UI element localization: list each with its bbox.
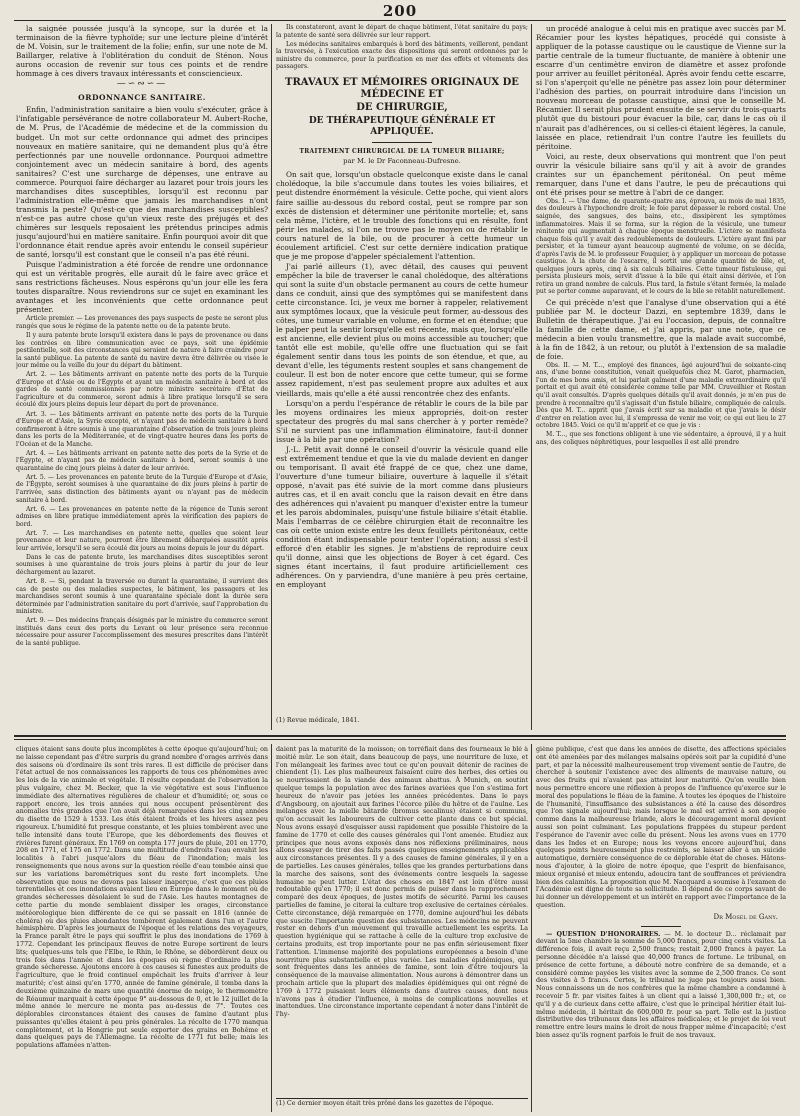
paragraph: giène publique, c'est que dans les années de disette, des affections spéciales ont été amenées par des mélanges malsains opérés soit par la cupidité d'une part, et par la nécessité malheureusement trop vivement sentie de l'autre, de chercher à soutenir l'existence avec des aliments de mauvaise nature, ou avec des fruits qui n'avaient pas atteint leur maturité. Qu'on veuille bien nous permettre encore une réflexion à propos de l'influence qu'exerce sur le moral des populations le fléau de la famine. À toutes les époques de l'histoire de l'humanité, l'insuffisance des subsistances a été la cause des désordres que l'on signale aujourd'hui; mais lorsque le mal est arrivé à son apogée comme dans la malheureuse Irlande, alors le découragement moral devient aussi son point culminant. Les populations frappées du stupeur perdent l'espérance de l'avenir avec celle du présent. Nous les avons vues en 1770 dans les Indes et en Europe; nous les voyons encore aujourd'hui, dans quelques points heureusement plus restreints, se laisser aller à un suicide automatique, dernière conséquence de ce déplorable état de choses. Hâtons-nous d'ajouter, à la gloire de notre époque, que l'esprit de bienfaisance, mieux organisé et mieux entendu, adoucira tant de souffrances et préviendra bien des calamités. La proposition que M. Nacquard a soumise à l'examen de l'Académie est digne de toute sa sollicitude. Il dépend de ce corps savant de lui donner un développement et un intérêt en rapport avec l'importance de la question. xyxy=(536,746,786,909)
observation: Obs. I. — Une dame, de quarante-quatre ans, éprouva, au mois de mai 1835, des douleurs à l'hypochondre droit; le foie parut dépasser le rebord costal. Une saignée, des sangsues, des bains, etc., dissipèrent les symptômes inflammatoires. Mais il se forma, sur la région de la vésicule, une tumeur rénitente qui augmentait à chaque époque menstruelle. L'ictère se manifesta chaque fois qu'il y avait des redoublements de douleurs. L'ictère ayant fini par persister, et la tumeur ayant beaucoup augmenté de volume, on se décida, d'après l'avis de M. le professeur Fouquier, à y appliquer un morceau de potasse caustique. À la chute de l'escarre, il sortit une grande quantité de bile, et, quelques jours après, cinq à six calculs biliaires. Cette tumeur fistuleuse, qui persista plusieurs mois, servit d'issue à la bile qui était ainsi dérivée, et l'on retira un grand nombre de calculs. Plus tard, la fistule s'étant fermée, la malade put se porter comme auparavant, et le cours de la bile se rétablit naturellement. xyxy=(536,197,786,296)
paragraph: daient pas la maturité de la moisson; on torréfiait dans des fourneaux le blé à moitié mûr. Le son était, dans beaucoup de pays, une nourriture de luxe, et l'on mélangeait les farines avec tout ce qu'on pouvait détenir de racines de chiendent (1). Les plus malheureux faisaient cuire des herbes, des orties ou se nourrissaient de la viande des animaux abattus. À Munich, on soutint quelque temps la population avec des farines avariées que l'on s'estima fort heureux de n'avoir pas jetées les années précédentes. Dans le pays d'Angsbourg, on ajoutait aux farines l'écorce pilée du hêtre et de l'aulne. Les mélanges avec la mielle bâtarde (bromus secalinus) étaient si communs, qu'on accusait les laboureurs de cultiver cette plante dans ce but spécial. Nous avons essayé d'esquisser aussi rapidement que possible l'histoire de la famine de 1770 et celle des causes générales qui l'ont amenée. Etudiez aux principes que nous avons exposés dans nos réflexions préliminaires, nous allons essayer de tirer des faits passés quelques enseignements applicables aux circonstances présentes. Il y a des causes de famine générales, il y en a de partielles. Les causes générales, telles que les grandes perturbations dans la marche des saisons, sont des événements contre lesquels la sagesse humaine ne peut lutter. L'état des choses en 1847 est loin d'être aussi redoutable qu'en 1770; il est donc permis de puiser dans le rapprochement comparé des deux époques, de justes motifs de sécurité. Parmi les causes partielles de famine, je citerai la culture trop exclusive de certaines céréales. Cette circonstance, déjà remarquée en 1770, domine aujourd'hui les débats que suscite l'importante question des subsistances. Les médecins ne peuvent rester en dehors d'un mouvement qui travaille actuellement les esprits. La question hygiénique qui se rattache à celle de la culture trop exclusive de certains produits, est trop importante pour ne pas enfin sérieusement fixer l'attention. L'immense majorité des populations européennes a besoin d'une nourriture plus substantielle et plus variée. Les maladies épidémiques, qui sont fréquentes dans les années de famine, sont loin d'être toujours la conséquence de la mauvaise alimentation. Nous aurons à démontrer dans un prochain article que la plupart des maladies épidémiques qui ont régné de 1769 à 1772 puisaient leurs éléments dans d'autres causes, dont nous n'avons pas à étudier l'influence, à moins de complications nouvelles et inattendues. Une circonstance importante cependant à noter dans l'intérêt de l'hy- xyxy=(276,746,528,1019)
column-divider xyxy=(271,24,272,730)
article: Article premier. — Les provenances des pays suspects de peste ne seront plus rangés que sous le régime de la patente nette ou de la patente brute. xyxy=(16,315,268,330)
article: Art. 3. — Les bâtiments arrivant en patente nette des ports de la Turquie d'Europe et d'Asie, la Syrie excepté, et n'ayant pas de médecin sanitaire à bord confirmeront à être soumis à une quarantaine d'observation de trois jours pleins dans les ports de la Méditerranée, et de vingt-quatre heures dans les ports de l'Océan et de la Manche. xyxy=(16,410,268,448)
ordinance-continuation xyxy=(276,24,528,71)
article-byline: par M. le Dr Faconneau-Dufresne. xyxy=(343,157,461,166)
footnote: (1) Ce dernier moyen était très prôné dans les gazettes de l'époque. xyxy=(276,1098,528,1108)
paragraph: Ce qui précède n'est que l'analyse d'une observation qui a été publiée par M. le docteur Dazzi, en septembre 1839, dans le Bulletin de thérapeutique. J'ai eu l'occasion, depuis, de connaître la famille de cette dame, et j'ai appris, par une note, que ce médecin a bien voulu transmettre, que la malade avait succombé, à la fin de 1842, à un retour, ou plutôt à l'extension de sa maladie de foie. xyxy=(536,297,786,361)
article: Dans le cas de patente brute, les marchandises dites susceptibles seront soumises à une quarantaine de trois jours pleins à partir du jour de leur déchargement au lazaret. xyxy=(16,553,268,576)
paragraph: un procédé analogue à celui mis en pratique avec succès par M. Récamier pour les kystes hépatiques, procédé qui consiste à appliquer de la potasse caustique ou le caustique de Vienne sur la partie centrale de la tumeur fluctuante, de manière à obtenir une escarre d'un centimètre environ de diamètre et assez profonde pour arriver au feuillet péritonéal. Après avoir fendu cette escarre, si l'on s'aperçoit qu'elle ne pénètre pas assez loin pour déterminer l'adhésion des parties, on pourrait introduire dans l'incision un nouveau morceau de potasse caustique, ainsi que le conseille M. Récamier. Il serait plus prudent ensuite de se servir du trois-quarts plutôt que du bistouri pour évacuer la bile, car, dans le cas où il n'aurait pas d'adhérences, ou si celles-ci étaient légères, la canule, laissée en place, retiendrait l'un contre l'autre les feuillets du péritoine. xyxy=(536,24,786,151)
article: Art. 6. — Les provenances en patente nette de la régence de Tunis seront admises en libre pratique immédiatement après la vérification des papiers de bord. xyxy=(16,505,268,528)
intro-paragraph: la saignée poussée jusqu'à la syncope, sur la durée et la terminaison de la fièvre typhoïde; sur une lecture pleine d'intérêt de M. Voisin, sur le traitement de la folie; enfin, sur une note de M. Baillarger, relative à l'oblitération du conduit de Sténon. Nous aurons occasion de revenir sur tous ces points et de rendre hommage à ces divers travaux intéressants et consciencieux. xyxy=(16,24,268,79)
column-1 xyxy=(16,24,268,728)
ordinance-articles xyxy=(16,315,268,647)
title-line: DE CHIRURGIE, xyxy=(356,101,448,113)
column-divider xyxy=(271,744,272,1112)
section-title-travaux xyxy=(276,77,528,115)
bottom-column-3 xyxy=(536,746,786,1112)
divider xyxy=(641,926,681,927)
question-text: — M. le docteur D... réclamait par devant la 5me chambre la somme de 5,000 francs, pour cinq cents visites. La différence fois, il avait reçu 2,500 francs; restait 2,000 francs à payer. La personne décédée n'a laissé que 40,000 francs de fortune. Le tribunal, en présence de cette fortune, a débouté notre confrère de sa demande, et a considéré comme payées les visites avec la somme de 2,500 francs. Ce sont des visites à 5 francs. Certes, le tribunal ne juge pas toujours aussi bien. Nous connaissons un de nos confrères que la même chambre a condamné à recevoir 5 fr. par visites faites à un client qui a laissé 1,300,000 fr.; et, ce qu'il y a de curieux dans cette affaire, c'est que le principal héritier était lui-même médecin, il héritait de 600,000 fr. pour sa part. Telle est la justice distributive des tribunaux dans les affaires médicales; et le projet de loi veut remettre entre leurs mains le droit de nous frapper même d'incapacité; c'est bien assez qu'ils rognent parfois le fruit de nos travaux. xyxy=(536,930,786,1039)
observation: Obs. II. — M. T..., employé des finances, âgé aujourd'hui de soixante-cinq ans, d'une bonne constitution, venait quelquefois chez M. Garot, pharmacien, l'un de mes bons amis, et lui parlait gaîment d'une maladie extraordinaire qu'il portait et qui avait été considérée comme telle par MM. Cruveilhier et Rostan qu'il avait consultés. D'après quelques détails qu'il avait donnés, je m'en pus de prendre à reconnaître qu'il s'agissait d'un fistule biliaire, compliquée de calculs. Dès que M. T... apprit que j'avais écrit sur sa maladie et que j'avais le désir d'entrer en relation avec lui, il s'empressa de venir me voir, ce qui eut lieu le 27 octobre 1845. Voici ce qu'il m'apprit et ce que je vis : xyxy=(536,361,786,430)
ornament-divider: —∽∾∽— xyxy=(116,79,168,90)
article: Art. 5. — Les provenances en patente brute de la Turquie d'Europe et d'Asie, de l'Égypte, seront soumises à une quarantaine de dix jours pleins à partir de l'arrivée, sans distinction des bâtiments ayant ou n'ayant pas de médecin sanitaire à bord. xyxy=(16,473,268,504)
paragraph: Voici, au reste, deux observations qui montrent que l'on peut ouvrir la vésicule biliaire sans qu'il y ait à avoir de grandes craintes sur un épanchement péritonéal. On peut même remarquer, dans l'une et dans l'autre, le peu de précautions qui ont été prises pour se mettre à l'abri de ce danger. xyxy=(536,151,786,197)
footnote: (1) Revue médicale, 1841. xyxy=(276,717,360,724)
column-divider xyxy=(531,744,532,1112)
paragraph xyxy=(536,931,786,1040)
article: Art. 2. — Les bâtiments arrivant en patente nette des ports de la Turquie d'Europe et d'Asie ou de l'Égypte et ayant un médecin sanitaire à bord et des gardes de santé commissionnés par notre ministre secrétaire d'État de l'agriculture et du commerce, seront admis à libre pratique lorsqu'il se sera écoulé dix jours pleins depuis leur départ du port de provenance. xyxy=(16,371,268,409)
section-rule-thin xyxy=(14,739,786,740)
bottom-column-2 xyxy=(276,746,528,1094)
article-title: TRAITEMENT CHIRURGICAL DE LA TUMEUR BILIAIRE; xyxy=(299,148,505,156)
signature: Dr Mosel de Gany. xyxy=(713,912,778,921)
article: Art. 9. — Des médecins français désignés par le ministre du commerce seront institués dans ceux des ports du Levant où leur présence sera reconnue nécessaire pour assurer l'accomplissement des mesures prescrites dans l'intérêt de la santé publique. xyxy=(16,617,268,647)
page-number: 200 xyxy=(382,2,418,20)
article: Art. 8. — Si, pendant la traversée ou durant la quarantaine, il survient des cas de peste ou des maladies suspectes, le bâtiment, les passagers et les marchandises seront soumis à une quarantaine spéciale dont la durée sera déterminée par l'administration sanitaire du port d'arrivée, sauf l'approbation du ministre. xyxy=(16,578,268,616)
header-rule xyxy=(14,20,786,21)
title-line: TRAVAUX ET MÉMOIRES ORIGINAUX DE MÉDECINE ET xyxy=(285,76,519,101)
section-rule xyxy=(14,735,786,737)
footnote-area xyxy=(276,1098,528,1108)
bottom-column-1 xyxy=(16,746,268,1112)
paragraph: On sait que, lorsqu'un obstacle quelconque existe dans le canal cholédoque, la bile s'accumule dans toutes les voies biliaires, et peut distendre énormément la vésicule. Cette poche, qui vient alors faire saillie au-dessous du rebord costal, peut se rompre par son excès de distension et déterminer une péritonite mortelle; et, sans cela même, l'ictère, et le trouble des fonctions qui en résulte, font périr les malades, si l'on ne trouve pas le moyen ou de rétablir le cours naturel de la bile, ou de procurer à cette humeur un écoulement artificiel. C'est sur cette dernière indication pratique que je me propose d'appeler spécialement l'attention. xyxy=(276,170,528,261)
paragraph: Puisque l'administration a été forcée de rendre une ordonnance qui est un véritable progrès, elle aurait dû le faire avec grâce et sans restrictions fâcheuses. Nous espérons qu'un jour elle les fera toutes disparaître. Nous reviendrons sur ce sujet en examinant les avantages et les inconvénients que cette ordonnance peut présenter. xyxy=(16,260,268,315)
paragraph: J.-L. Petit avait donné le conseil d'ouvrir la vésicule quand elle est extrêmement tendue et que la vie du malade devient en danger ou temporisant. Il avait été frappé de ce que, chez une dame, l'ouverture d'une tumeur biliaire, ouverture à laquelle il s'était opposé, n'avait pas été suivie de la mort comme dans plusieurs autres cas, et il en avait conclu que la raison devait en être dans des adhérences qui n'avaient pu manquer d'exister entre la tumeur et les parois abdominales, puisqu'une fistule biliaire s'était établie. Mais l'embarras de ce célèbre chirurgien était de reconnaître les cas où cette union existe entre les deux feuillets péritonéaux, cette condition étant indispensable pour tenter l'opération; aussi s'est-il efforcé d'en établir les signes. Je m'abstiens de reproduire ceux qu'il donne, ainsi que les objections de Boyer à cet égard. Ces signes étant incertains, il faut produire artificiellement ces adhérences. On y parviendra, d'une manière à peu près certaine, en employant xyxy=(276,444,528,590)
paragraph: Lorsqu'on a perdu l'espérance de rétablir le cours de la bile par les moyens ordinaires les mieux appropriés, doit-on rester spectateur des progrès du mal sans chercher à y porter remède? S'il ne survient pas une inflammation éliminatoire, faut-il donner issue à la bile par une opération? xyxy=(276,398,528,444)
column-divider xyxy=(531,24,532,730)
article: Ils constateront, avant le départ de chaque bâtiment, l'état sanitaire du pays; la patente de santé sera délivrée sur leur rapport. xyxy=(276,24,528,39)
footnote-area xyxy=(276,716,528,725)
article: Art. 4. — Les bâtiments arrivant en patente nette des ports de la Syrie et de l'Égypte, et n'ayant pas de médecin sanitaire à bord, seront soumis à une quarantaine de cinq jours pleins à dater de leur arrivée. xyxy=(16,449,268,472)
article: Les médecins sanitaires embarqués à bord des bâtiments, veilleront, pendant la traversée, à l'exécution exacte des dispositions qui seront ordonnées par le ministre du commerce, pour la purification en mer des effets et vêtements des passagers. xyxy=(276,40,528,71)
column-3 xyxy=(536,24,786,728)
article: Art. 7. — Les marchandises en patente nette, quelles que soient leur provenance et leur nature, pourront être librement débarquées aussitôt après leur arrivée, lorsqu'il se sera écoulé dix jours au moins depuis le jour du départ. xyxy=(16,529,268,552)
title-rule xyxy=(372,142,432,143)
paragraph: J'ai parlé ailleurs (1), avec détail, des causes qui peuvent empêcher la bile de traverser le canal cholédoque, des altérations qui sont la suite d'un obstacle permanent au cours de cette humeur dans ce conduit, ainsi que des symptômes qui se manifestent dans cette circonstance. Ici, je veux me borner à rappeler, relativement aux symptômes locaux, que la vésicule peut former, au-dessous des côtes, une tumeur variable en volume, en forme et en étendue; que le palper peut la sentir lorsqu'elle est récente, mais que, lorsqu'elle est ancienne, elle devient plus ou moins accessible au toucher; que tantôt elle est mobile, qu'elle offre une fluctuation qui se fait également sentir dans tous les points de son étendue, et que, au devant d'elle, les téguments restent souples et sans changement de couleur. Il est bon de noter encore que cette tumeur, qui se forme assez rapidement, n'est pas seulement propre aux adultes et aux vieillards, mais qu'elle a été aussi rencontrée chez des enfants. xyxy=(276,261,528,398)
paragraph: cliques étaient sans doute plus incomplètes à cette époque qu'aujourd'hui; on ne laisse cependant pas d'être surpris du grand nombre d'orages arrivés dans des saisons où d'ordinaire ils sont très rares. Il est difficile de préciser dans l'état actuel de nos connaissances les rapports de tous ces phénomènes avec les lois de la vie animale et végétale. Il résulte cependant de l'observation la plus vulgaire, chez M. Becker, que la vie végétative est sous l'influence immédiate des alternatives régulières de chaleur et d'humidité; or, sous ce rapport encore, les trois années qui nous occupent présentèrent des anomalies très grandes que l'on avait déjà remarquées dans les cinq années du disette de 1529 à 1533. Les étés étaient froids et les hivers assez peu rigoureux. L'humidité fut presque constante, et les pluies tombèrent avec une telle intensité dans toute l'Europe, que les débordements des fleuves et rivières furent généraux. En 1769 on compta 177 jours de pluie, 201 en 1770, 208 en 1771, et 175 en 1772. Dans une multitude d'endroits l'eau envahit les localités à l'abri jusque'alors du fléau de l'inondation; mais les renseignements que nous avons sur la question réelle d'eau tombée ainsi que sur les variations barométriques sont du reste fort incomplets. Une observation que nous ne devons pas laisser inaperçue, c'est que ces pluies torrentielles et ces inondations avaient lieu en Europe dans le moment où de grandes sécheresses désolaient le sud de l'Asie. Les hautes montagnes de cette partie du monde semblaient dissiper les orages, circonstance météorologique bien différente de ce qui se passait en 1816 (année de choléra) où des pluies abondantes tombèrent également dans l'un et l'autre hémisphère. D'après les journaux de l'époque et les relations des voyageurs, la France paraît être le pays qui souffrit le plus des inondations de 1769 à 1772. Cependant les principaux fleuves de notre Europe sortirent de leurs lits; quelques-uns tels que l'Elbe, le Rhin, le Rhône, se débordèrent deux ou trois fois dans l'année et dans les époques où règne d'ordinaire la plus grande sécheresse. Ajoutons encore à ces causes si funestes aux produits de l'agriculture, que le froid continuel empêchait les fruits d'arriver à leur maturité; c'est ainsi qu'en 1770, année de famine générale, il tomba dans la deuxième quinzaine de mars une quantité énorme de neige, le thermomètre de Réaumur marquait à cette époque 9° au-dessous de 0, et le 12 juillet de la même année le mercure ne monta pas au-dessus de 7°. Toutes ces déplorables circonstances étaient des causes de famine d'autant plus puissantes qu'elles étaient à peu près générales. La récolte de 1770 manqua complètement, et la Hongrie put seule exporter des grains en Bohême et dans quelques pays de l'Allemagne. La récolte de 1771 fut belle; mais les populations affamées n'atten- xyxy=(16,746,268,1050)
question-label: — QUESTION D'HONORAIRES. xyxy=(546,930,661,938)
article: Il y aura patente brute lorsqu'il existera dans le pays de provenance ou dans les contrées en libre communication avec ce pays, soit une épidémie pestilentielle, soit des circonstances qui seraient de nature à faire craindre pour la santé publique. La patente de santé du navire devra être délivrée ou visée le jour même ou la veille du jour du départ du bâtiment. xyxy=(16,332,268,370)
observation-1 xyxy=(536,198,786,296)
column-2 xyxy=(276,24,528,728)
paragraph: Enfin, l'administration sanitaire a bien voulu s'exécuter, grâce à l'infatigable persévérance de notre collaborateur M. Aubert-Roche, de M. Prus, de l'Académie de médecine et de la commission du budget. Un mot sur cette ordonnance qui admet des principes nouveaux en matière sanitaire, qui ne demandent plus qu'à être perfectionnés par une nouvelle ordonnance. Pourquoi admettre conjointement avec un médecin sanitaire à bord, des agents sanitaires? C'est une surcharge de dépenses, une entrave au commerce. Pourquoi faire décharger au lazaret pour trois jours les marchandises dites susceptibles, lorsqu'il est reconnu par l'administration elle-même que jamais les marchandises n'ont transmis la peste? Qu'est-ce que des marchandises susceptibles? n'est-ce pas autre chose qu'un vieux reste des préjugés et des chimères sur lesquels reposaient les prétendus principes admis jusqu'aujourd'hui en matière sanitaire. Enfin pourquoi avoir dit que l'ordonnance était rendue après avoir entendu le conseil supérieur de santé, lorsqu'il est constant que le conseil n'a pas été réuni. xyxy=(16,105,268,260)
section-subtitle-therapeutique: DE THÉRAPEUTIQUE GÉNÉRALE ET APPLIQUÉE. xyxy=(308,116,496,138)
observation-2 xyxy=(536,362,786,447)
section-title-ordonnance: ORDONNANCE SANITAIRE. xyxy=(78,93,206,103)
observation: M. T..., que ses fonctions obligent à une vie sédentaire, a éprouvé, il y a huit ans, des coliques néphrétiques, pour lesquelles il est allé prendre xyxy=(536,431,786,446)
